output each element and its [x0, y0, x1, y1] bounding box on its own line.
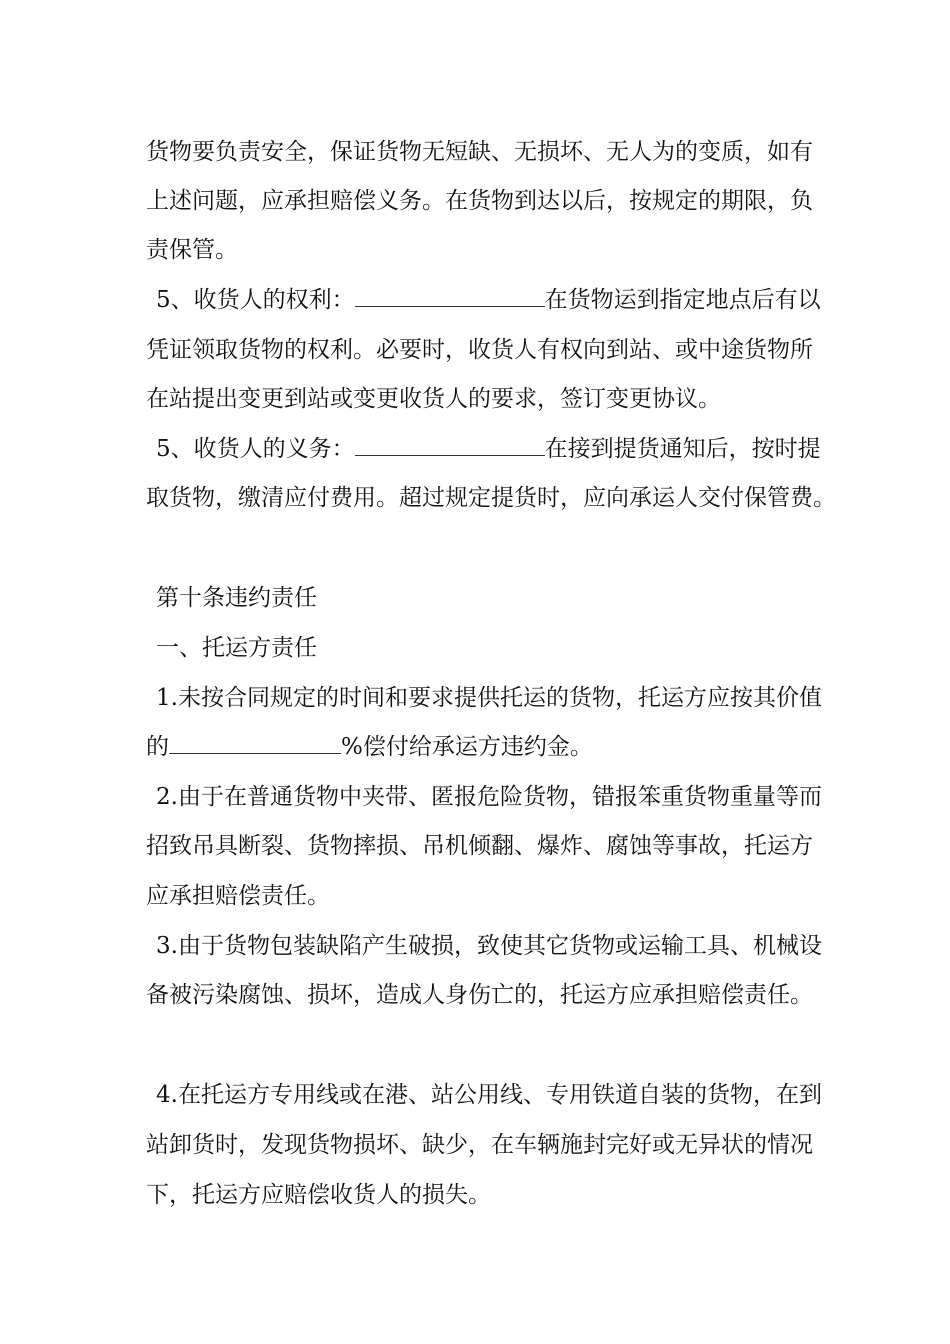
paragraph-line: 取货物，缴清应付费用。超过规定提货时，应向承运人交付保管费。 [146, 485, 836, 511]
penalty-line [146, 732, 593, 762]
clause-label: 5、收货人的权利： [156, 287, 355, 313]
list-item-line: 3.由于货物包装缺陷产生破损，致使其它货物或运输工具、机械设 [156, 933, 822, 959]
clause-text: %偿付给承运方违约金。 [341, 734, 593, 760]
paragraph-line: 凭证领取货物的权利。必要时，收货人有权向到站、或中途货物所 [146, 337, 813, 363]
paragraph-line: 招致吊具断裂、货物摔损、吊机倾翻、爆炸、腐蚀等事故，托运方 [146, 833, 813, 859]
clause-text: 在货物运到指定地点后有以 [544, 287, 821, 313]
paragraph-line: 应承担赔偿责任。 [146, 883, 330, 909]
paragraph-line: 备被污染腐蚀、损坏，造成人身伤亡的，托运方应承担赔偿责任。 [146, 982, 813, 1008]
clause-text: 的 [146, 734, 169, 760]
list-item-line: 4.在托运方专用线或在港、站公用线、专用铁道自装的货物，在到 [156, 1082, 822, 1108]
article-title: 第十条违约责任 [156, 585, 317, 611]
paragraph-line: 站卸货时，发现货物损坏、缺少，在车辆施封完好或无异状的情况 [146, 1132, 813, 1158]
clause-text: 在接到提货通知后，按时提 [544, 436, 821, 462]
paragraph-line: 货物要负责安全，保证货物无短缺、无损坏、无人为的变质，如有 [146, 139, 813, 165]
list-item-line: 1.未按合同规定的时间和要求提供托运的货物，托运方应按其价值 [156, 685, 822, 711]
paragraph-line: 上述问题，应承担赔偿义务。在货物到达以后，按规定的期限，负 [146, 188, 813, 214]
clause-label: 5、收货人的义务： [156, 436, 355, 462]
section-title: 一、托运方责任 [156, 635, 317, 661]
fill-in-blank[interactable] [355, 435, 545, 456]
paragraph-line: 责保管。 [146, 237, 238, 263]
paragraph-line: 下，托运方应赔偿收货人的损失。 [146, 1182, 491, 1208]
consignee-duties-line [156, 434, 821, 464]
fill-in-blank[interactable] [169, 733, 341, 754]
paragraph-line: 在站提出变更到站或变更收货人的要求，签订变更协议。 [146, 386, 721, 412]
fill-in-blank[interactable] [355, 286, 545, 307]
consignee-rights-line [156, 285, 821, 315]
list-item-line: 2.由于在普通货物中夹带、匿报危险货物，错报笨重货物重量等而 [156, 784, 822, 810]
